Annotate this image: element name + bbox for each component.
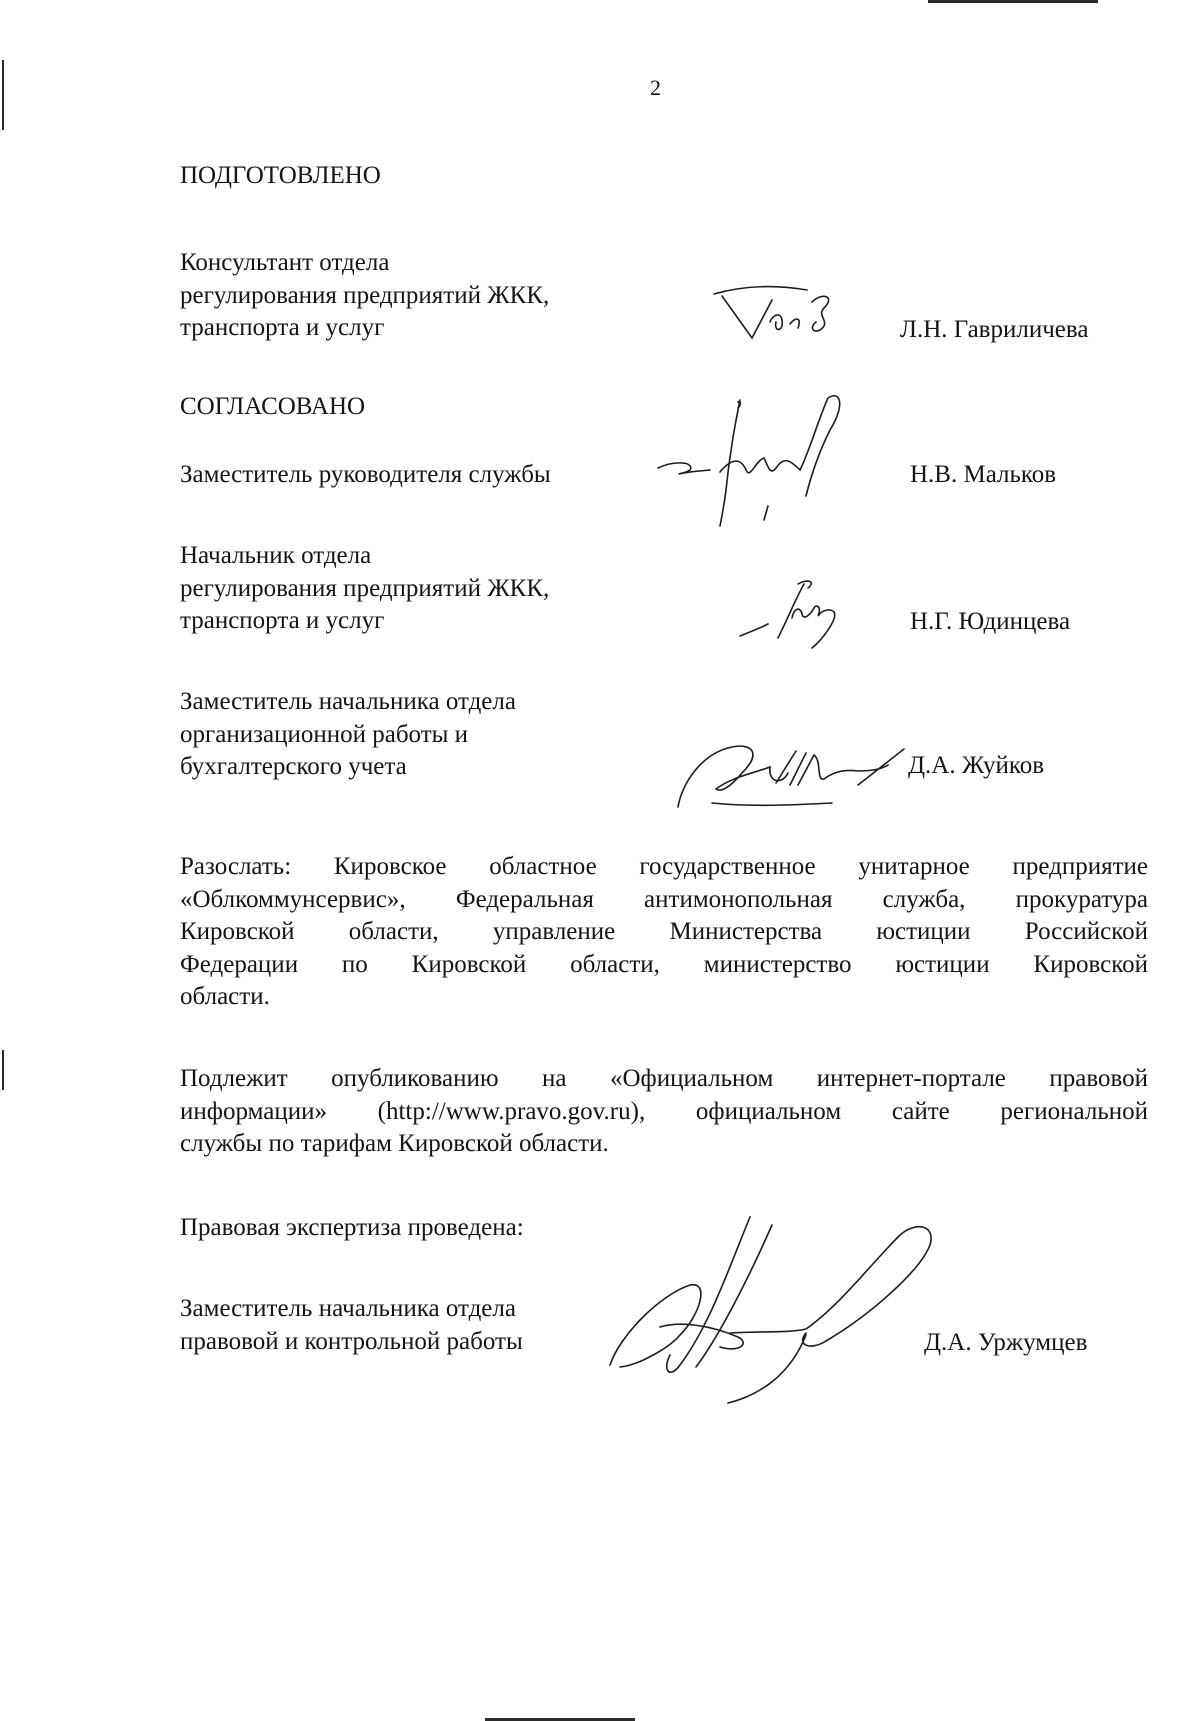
legal-review-heading: Правовая экспертиза проведена: xyxy=(180,1214,524,1241)
approved-heading: СОГЛАСОВАНО xyxy=(180,393,366,420)
position-line: транспорта и услуг xyxy=(180,314,385,341)
position-line: бухгалтерского учета xyxy=(180,753,407,780)
distribution-paragraph xyxy=(180,851,1148,1014)
approval-position xyxy=(180,459,551,492)
paragraph-line: Разослать: Кировское областное государственное унитарное предприятие xyxy=(180,853,1148,880)
position-line: Заместитель руководителя службы xyxy=(180,461,551,488)
signatory-name: Д.А. Уржумцев xyxy=(924,1329,1088,1356)
signatory-name: Л.Н. Гавриличева xyxy=(900,316,1089,343)
signature-gavrilicheva xyxy=(712,282,842,342)
approval-position xyxy=(180,686,516,784)
signatory-name: Н.В. Мальков xyxy=(910,461,1057,488)
position-line: Консультант отдела xyxy=(180,249,390,276)
position-line: Начальник отдела xyxy=(180,542,372,569)
signatory-name: Н.Г. Юдинцева xyxy=(910,608,1071,635)
position-line: регулирования предприятий ЖКК, xyxy=(180,574,550,602)
paragraph-line: Кировской области, управление Министерства юстиции Российской xyxy=(180,918,1148,945)
prepared-heading: ПОДГОТОВЛЕНО xyxy=(180,162,381,189)
signature-urzhumtsev xyxy=(600,1215,940,1405)
page-number: 2 xyxy=(650,75,661,100)
paragraph-line: информации» (http://www.pravo.gov.ru), официальном сайте региональной xyxy=(180,1097,1148,1125)
position-line: правовой и контрольной работы xyxy=(180,1327,523,1355)
position-line: транспорта и услуг xyxy=(180,607,385,634)
position-line: организационной работы и xyxy=(180,720,469,748)
signature-zhuykov xyxy=(672,733,912,813)
paragraph-line: Федерации по Кировской области, министерство юстиции Кировской xyxy=(180,950,1148,978)
scan-edge-mark xyxy=(2,60,4,130)
position-line: Заместитель начальника отдела xyxy=(180,1295,516,1322)
prepared-position xyxy=(180,247,549,345)
position-line: регулирования предприятий ЖКК, xyxy=(180,281,550,309)
paragraph-line: области. xyxy=(180,983,270,1010)
signature-malkov xyxy=(650,390,870,530)
paragraph-line: службы по тарифам Кировской области. xyxy=(180,1130,609,1157)
scan-edge-mark xyxy=(928,0,1098,3)
paragraph-line: Подлежит опубликованию на «Официальном интернет-портале правовой xyxy=(180,1065,1148,1092)
scan-edge-mark xyxy=(2,1050,4,1090)
approval-position xyxy=(180,540,549,638)
position-line: Заместитель начальника отдела xyxy=(180,688,516,715)
legal-review-position xyxy=(180,1293,523,1358)
signatory-name: Д.А. Жуйков xyxy=(908,752,1045,779)
signature-yudintseva xyxy=(738,578,848,650)
publication-paragraph xyxy=(180,1063,1148,1161)
paragraph-line: «Облкоммунсервис», Федеральная антимонопольная служба, прокуратура xyxy=(180,885,1148,913)
